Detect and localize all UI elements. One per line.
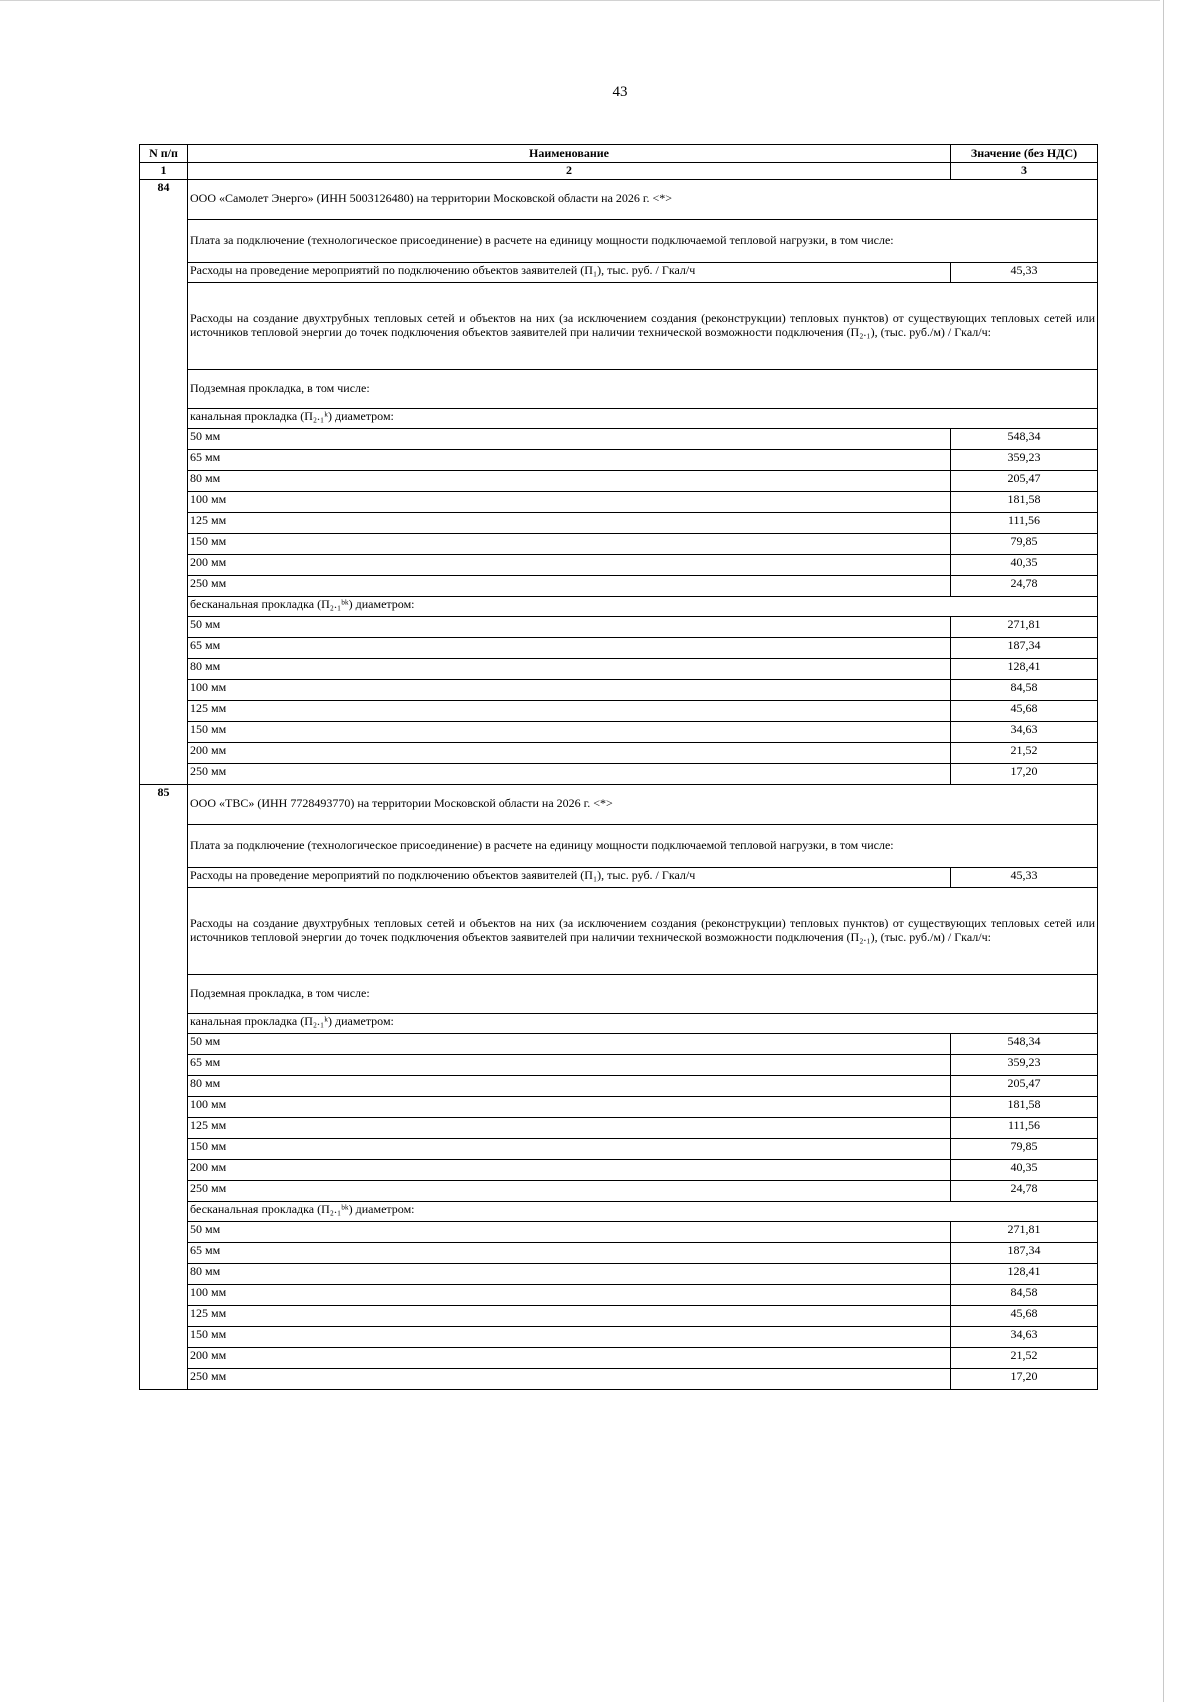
channelless-label-row [140, 1201, 1098, 1221]
diameter-value: 181,58 [951, 491, 1098, 512]
org-row [140, 179, 1098, 219]
table-body [140, 179, 1098, 1389]
diameter-value: 359,23 [951, 1054, 1098, 1075]
table-row [140, 1138, 1098, 1159]
diameter-value: 40,35 [951, 1159, 1098, 1180]
index-row [140, 162, 1098, 179]
cost-value: 45,33 [951, 867, 1098, 887]
header-name: Наименование [188, 145, 951, 163]
diameter-value: 40,35 [951, 554, 1098, 575]
diameter-label: 250 мм [188, 763, 951, 784]
diameter-label: 150 мм [188, 1138, 951, 1159]
diameter-label: 65 мм [188, 449, 951, 470]
diameter-value: 271,81 [951, 1221, 1098, 1242]
table-row [140, 1305, 1098, 1326]
diameter-label: 80 мм [188, 1075, 951, 1096]
org-title: ООО «Самолет Энерго» (ИНН 5003126480) на территории Московской области на 2026 г. <*> [188, 179, 1098, 219]
page-number: 43 [612, 84, 628, 100]
diameter-label: 200 мм [188, 742, 951, 763]
cost-value: 45,33 [951, 262, 1098, 282]
diameter-label: 150 мм [188, 721, 951, 742]
diameter-value: 34,63 [951, 721, 1098, 742]
table-row [140, 1075, 1098, 1096]
intro-row [140, 824, 1098, 867]
diameter-value: 205,47 [951, 470, 1098, 491]
diameter-value: 17,20 [951, 1368, 1098, 1389]
diameter-value: 271,81 [951, 616, 1098, 637]
network-cost-text: Расходы на создание двухтрубных тепловых сетей и объектов на них (за исключением создания (реконструкции) тепловых пунктов) от существующих тепловых сетей или источников тепловой энергии до точек подключения объектов заявителей при наличии технической возможности подключения (П₂.₁), (тыс. руб./м) / Гкал/ч: [188, 887, 1098, 974]
table-row [140, 1096, 1098, 1117]
org-row [140, 784, 1098, 824]
diameter-label: 80 мм [188, 470, 951, 491]
diameter-value: 181,58 [951, 1096, 1098, 1117]
diameter-value: 111,56 [951, 512, 1098, 533]
table-row [140, 575, 1098, 596]
diameter-label: 150 мм [188, 533, 951, 554]
intro-text: Плата за подключение (технологическое присоединение) в расчете на единицу мощности подключаемой тепловой нагрузки, в том числе: [188, 219, 1098, 262]
table-row [140, 449, 1098, 470]
table-row [140, 1347, 1098, 1368]
diameter-label: 125 мм [188, 512, 951, 533]
network-cost-text: Расходы на создание двухтрубных тепловых сетей и объектов на них (за исключением создания (реконструкции) тепловых пунктов) от существующих тепловых сетей или источников тепловой энергии до точек подключения объектов заявителей при наличии технической возможности подключения (П₂.₁), (тыс. руб./м) / Гкал/ч: [188, 282, 1098, 369]
cost-label: Расходы на проведение мероприятий по подключению объектов заявителей (П₁), тыс. руб. / Гкал/ч [188, 262, 951, 282]
diameter-value: 45,68 [951, 1305, 1098, 1326]
diameter-value: 548,34 [951, 428, 1098, 449]
diameter-label: 100 мм [188, 1284, 951, 1305]
diameter-label: 100 мм [188, 679, 951, 700]
table-row [140, 1033, 1098, 1054]
diameter-label: 200 мм [188, 554, 951, 575]
diameter-value: 187,34 [951, 1242, 1098, 1263]
scan-edge-top [0, 0, 1160, 1]
diameter-value: 205,47 [951, 1075, 1098, 1096]
table-row [140, 742, 1098, 763]
header-num: N п/п [140, 145, 188, 163]
table-row [140, 1263, 1098, 1284]
table-row [140, 1242, 1098, 1263]
diameter-value: 111,56 [951, 1117, 1098, 1138]
table-row [140, 658, 1098, 679]
table-row [140, 1159, 1098, 1180]
table-row [140, 1326, 1098, 1347]
table-row [140, 554, 1098, 575]
cost-row [140, 262, 1098, 282]
table-row [140, 1054, 1098, 1075]
diameter-label: 200 мм [188, 1347, 951, 1368]
table-row [140, 1284, 1098, 1305]
org-title: ООО «ТВС» (ИНН 7728493770) на территории Московской области на 2026 г. <*> [188, 784, 1098, 824]
table-row [140, 491, 1098, 512]
diameter-value: 21,52 [951, 1347, 1098, 1368]
table-row [140, 1221, 1098, 1242]
diameter-value: 79,85 [951, 533, 1098, 554]
diameter-label: 200 мм [188, 1159, 951, 1180]
table-row [140, 721, 1098, 742]
table-row [140, 470, 1098, 491]
intro-text: Плата за подключение (технологическое присоединение) в расчете на единицу мощности подключаемой тепловой нагрузки, в том числе: [188, 824, 1098, 867]
underground-row [140, 974, 1098, 1013]
long-row [140, 887, 1098, 974]
index-1: 1 [140, 162, 188, 179]
underground-label: Подземная прокладка, в том числе: [188, 369, 1098, 408]
diameter-value: 45,68 [951, 700, 1098, 721]
header-value: Значение (без НДС) [951, 145, 1098, 163]
table-row [140, 1117, 1098, 1138]
channel-label: канальная прокладка (П₂.₁ᵏ) диаметром: [188, 408, 1098, 428]
diameter-value: 24,78 [951, 1180, 1098, 1201]
diameter-value: 84,58 [951, 1284, 1098, 1305]
intro-row [140, 219, 1098, 262]
diameter-value: 24,78 [951, 575, 1098, 596]
diameter-label: 65 мм [188, 1242, 951, 1263]
underground-label: Подземная прокладка, в том числе: [188, 974, 1098, 1013]
diameter-label: 50 мм [188, 428, 951, 449]
diameter-value: 79,85 [951, 1138, 1098, 1159]
diameter-label: 250 мм [188, 1368, 951, 1389]
channelless-label: бесканальная прокладка (П₂.₁ᵇᵏ) диаметром: [188, 1201, 1098, 1221]
diameter-value: 128,41 [951, 658, 1098, 679]
tariff-table [139, 144, 1098, 1390]
table-row [140, 679, 1098, 700]
diameter-value: 21,52 [951, 742, 1098, 763]
table-row [140, 616, 1098, 637]
diameter-value: 359,23 [951, 449, 1098, 470]
diameter-label: 80 мм [188, 1263, 951, 1284]
diameter-label: 125 мм [188, 1117, 951, 1138]
table-row [140, 512, 1098, 533]
diameter-label: 100 мм [188, 491, 951, 512]
diameter-value: 34,63 [951, 1326, 1098, 1347]
cost-label: Расходы на проведение мероприятий по подключению объектов заявителей (П₁), тыс. руб. / Гкал/ч [188, 867, 951, 887]
diameter-label: 100 мм [188, 1096, 951, 1117]
long-row [140, 282, 1098, 369]
diameter-label: 150 мм [188, 1326, 951, 1347]
diameter-value: 187,34 [951, 637, 1098, 658]
diameter-label: 250 мм [188, 575, 951, 596]
table-row [140, 428, 1098, 449]
section-number: 84 [140, 179, 188, 784]
header-row [140, 145, 1098, 163]
diameter-label: 50 мм [188, 1033, 951, 1054]
table-row [140, 1368, 1098, 1389]
diameter-label: 65 мм [188, 637, 951, 658]
index-3: 3 [951, 162, 1098, 179]
diameter-value: 548,34 [951, 1033, 1098, 1054]
index-2: 2 [188, 162, 951, 179]
diameter-label: 50 мм [188, 1221, 951, 1242]
cost-row [140, 867, 1098, 887]
table-row [140, 700, 1098, 721]
channelless-label-row [140, 596, 1098, 616]
diameter-label: 125 мм [188, 700, 951, 721]
diameter-label: 250 мм [188, 1180, 951, 1201]
diameter-label: 50 мм [188, 616, 951, 637]
channel-label: канальная прокладка (П₂.₁ᵏ) диаметром: [188, 1013, 1098, 1033]
diameter-label: 65 мм [188, 1054, 951, 1075]
channel-label-row [140, 408, 1098, 428]
diameter-label: 80 мм [188, 658, 951, 679]
channel-label-row [140, 1013, 1098, 1033]
channelless-label: бесканальная прокладка (П₂.₁ᵇᵏ) диаметром: [188, 596, 1098, 616]
diameter-label: 125 мм [188, 1305, 951, 1326]
underground-row [140, 369, 1098, 408]
table-row [140, 637, 1098, 658]
section-number: 85 [140, 784, 188, 1389]
diameter-value: 17,20 [951, 763, 1098, 784]
diameter-value: 84,58 [951, 679, 1098, 700]
table-row [140, 1180, 1098, 1201]
diameter-value: 128,41 [951, 1263, 1098, 1284]
table-row [140, 763, 1098, 784]
table-row [140, 533, 1098, 554]
scan-edge-right [1163, 0, 1164, 1702]
